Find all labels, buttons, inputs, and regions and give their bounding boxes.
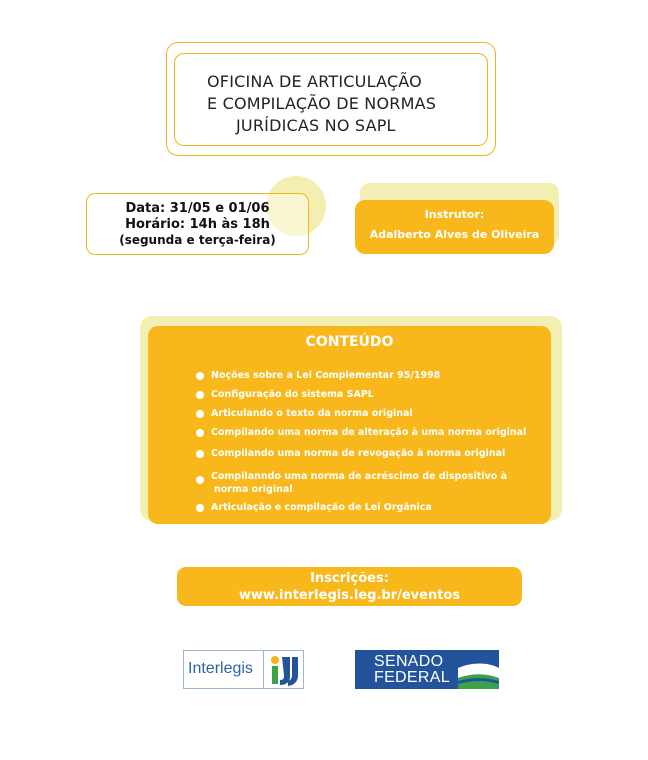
senado-federal-logo (355, 650, 499, 689)
title-line-3: JURÍDICAS NO SAPL (236, 116, 396, 135)
registration-link[interactable]: www.interlegis.leg.br/eventos (238, 588, 461, 603)
schedule-days: (segunda e terça-feira) (119, 233, 276, 247)
content-item: Articulação e compilação de Lei Orgânica (211, 502, 432, 513)
interlegis-mark-icon (268, 653, 300, 687)
bullet-icon (196, 391, 204, 399)
bullet-icon (196, 504, 204, 512)
content-item: Noções sobre a Lei Complementar 95/1998 (211, 370, 441, 381)
content-item: Compilanndo uma norma de acréscimo de dispositivo à (211, 471, 507, 482)
content-item: Compilando uma norma de revogação à norma original (211, 448, 506, 459)
title-line-2: E COMPILAÇÃO DE NORMAS (207, 94, 437, 113)
instructor-label: Instrutor: (424, 208, 485, 221)
bullet-icon (196, 410, 204, 418)
bullet-icon (196, 372, 204, 380)
title-line-1: OFICINA DE ARTICULAÇÃO (207, 72, 422, 91)
interlegis-logo (183, 650, 304, 689)
content-heading: CONTEÚDO (305, 334, 394, 350)
interlegis-logo-text: Interlegis (188, 660, 253, 677)
logo-divider (263, 651, 264, 688)
content-box (148, 326, 551, 524)
senado-logo-line1: SENADO (374, 653, 444, 670)
bullet-icon (196, 429, 204, 437)
content-item: Configuração do sistema SAPL (211, 389, 374, 400)
bullet-icon (196, 476, 204, 484)
schedule-date: Data: 31/05 e 01/06 (125, 201, 270, 216)
senado-mark (458, 650, 499, 689)
content-item: Compilando uma norma de alteração à uma norma original (211, 427, 527, 438)
bullet-icon (196, 450, 204, 458)
senado-logo-line2: FEDERAL (374, 669, 450, 686)
schedule-time: Horário: 14h às 18h (125, 217, 270, 232)
content-item-continuation: norma original (214, 484, 293, 495)
senado-dome-icon (458, 650, 499, 689)
registration-label: Inscrições: (310, 571, 389, 586)
content-item: Articulando o texto da norma original (211, 408, 413, 419)
instructor-name: Adalberto Alves de Oliveira (369, 228, 540, 241)
